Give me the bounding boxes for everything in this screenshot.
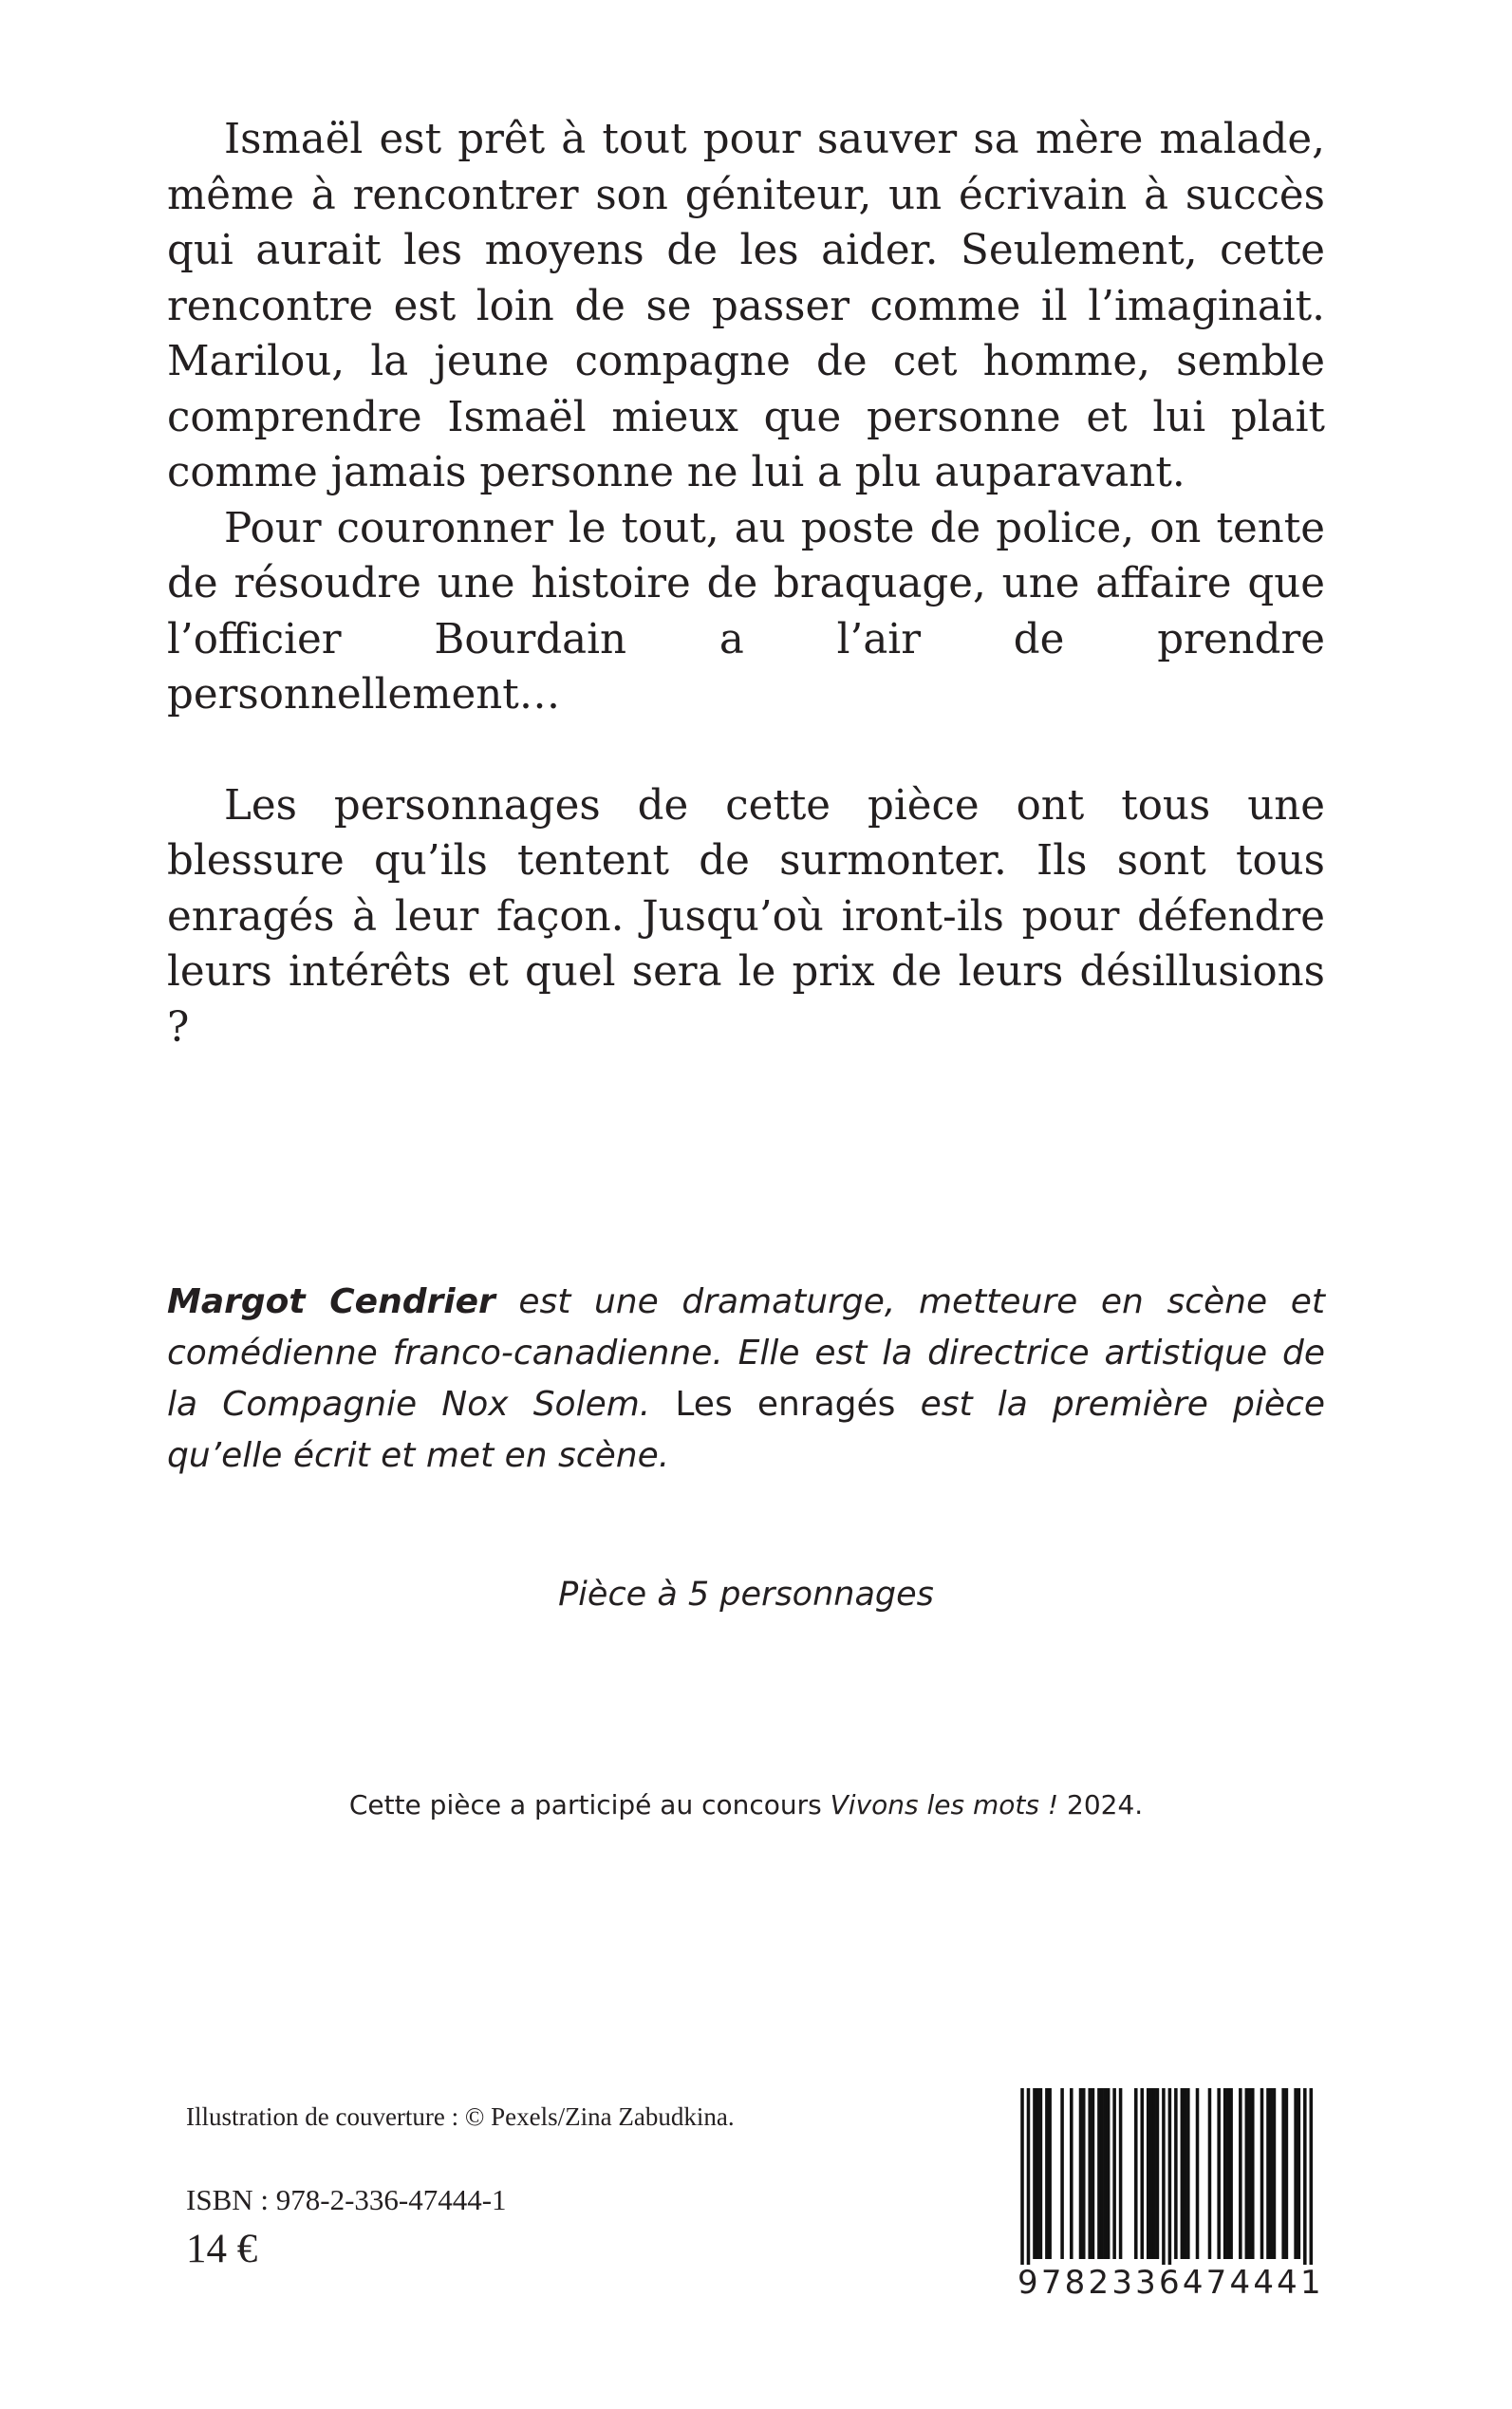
author-name: Margot Cendrier — [167, 1282, 495, 1321]
barcode-bar — [1027, 2088, 1031, 2265]
barcode-bar — [1134, 2088, 1138, 2259]
barcode-bar — [1060, 2088, 1064, 2259]
barcode-bar — [1119, 2088, 1123, 2259]
barcode-bar — [1156, 2088, 1160, 2259]
barcode-bar — [1281, 2088, 1285, 2259]
contest-suffix: 2024. — [1058, 1789, 1144, 1821]
barcode-bar — [1100, 2088, 1104, 2259]
barcode-bar — [1223, 2088, 1227, 2259]
barcode-bar — [1048, 2088, 1052, 2259]
barcode-digits: 9782336474441 — [1017, 2264, 1324, 2302]
barcode-bar — [1174, 2088, 1178, 2259]
barcode-bar — [1033, 2088, 1036, 2259]
barcode-bar — [1217, 2088, 1221, 2259]
barcode-bar — [1303, 2088, 1307, 2265]
barcode-bar — [1229, 2088, 1233, 2259]
barcode-bars — [1017, 2088, 1316, 2265]
barcode-bar — [1152, 2088, 1156, 2259]
barcode-bar — [1196, 2088, 1200, 2259]
barcode-bar — [1273, 2088, 1277, 2259]
barcode-bar — [1112, 2088, 1116, 2259]
barcode-bar — [1149, 2088, 1153, 2259]
contest-prefix: Cette pièce a participé au concours — [348, 1789, 831, 1821]
barcode-bar — [1294, 2088, 1297, 2259]
barcode-bar — [1297, 2088, 1301, 2259]
cast-note: Pièce à 5 personnages — [558, 1576, 934, 1614]
isbn-barcode — [1017, 2088, 1324, 2302]
barcode-bar — [1184, 2088, 1187, 2259]
book-summary — [167, 112, 1325, 1055]
barcode-bar — [1248, 2088, 1252, 2259]
barcode-bar — [1140, 2088, 1144, 2259]
book-title: Les enragés — [675, 1385, 896, 1424]
barcode-bar — [1097, 2088, 1101, 2259]
barcode-bar — [1260, 2088, 1264, 2259]
barcode-bar — [1039, 2088, 1043, 2259]
cover-credit: Illustration de couverture : © Pexels/Zina Zabudkina. — [186, 2102, 735, 2131]
contest-note — [167, 1789, 1325, 1821]
summary-paragraph: Pour couronner le tout, au poste de police, on tente de résoudre une histoire de braquage, une affaire que l’officier Bourdain a l’air de prendre personnellement… — [167, 504, 1325, 719]
barcode-bar — [1092, 2088, 1095, 2259]
barcode-bar — [1147, 2088, 1150, 2259]
author-bio-text: est la première pièce qu’elle écrit et met en scène. — [167, 1385, 1325, 1475]
barcode-bar — [1285, 2088, 1289, 2259]
barcode-bar — [1020, 2088, 1024, 2265]
barcode-bar — [1266, 2088, 1270, 2259]
barcode-bar — [1082, 2088, 1086, 2259]
barcode-bar — [1036, 2088, 1039, 2259]
barcode-bar — [1181, 2088, 1185, 2259]
barcode-bar — [1107, 2088, 1111, 2259]
barcode-bar — [1168, 2088, 1172, 2265]
summary-paragraph: Ismaël est prêt à tout pour sauver sa mère malade, même à rencontrer son géniteur, un écrivain à succès qui aurait les moyens de les aider. Seulement, cette rencontre est loin de se passer comme il l’imaginait. Marilou, la jeune compagne de cet homme, semble comprendre Ismaël mieux que personne et lui plait comme jamais personne ne lui a plu auparavant. — [167, 116, 1325, 496]
barcode-bar — [1239, 2088, 1242, 2259]
barcode-bar — [1226, 2088, 1230, 2259]
barcode-bar — [1310, 2088, 1314, 2265]
barcode-bar — [1045, 2088, 1049, 2259]
barcode-bar — [1079, 2088, 1083, 2259]
barcode-bar — [1070, 2088, 1073, 2259]
barcode-bar — [1088, 2088, 1092, 2259]
barcode-bar — [1104, 2088, 1108, 2259]
barcode-bar — [1269, 2088, 1273, 2259]
author-bio — [167, 1277, 1325, 1482]
contest-name: Vivons les mots ! — [830, 1789, 1059, 1821]
barcode-bar — [1162, 2088, 1166, 2265]
barcode-bar — [1208, 2088, 1212, 2259]
isbn: ISBN : 978-2-336-47444-1 — [186, 2183, 507, 2216]
summary-paragraph: Les personnages de cette pièce ont tous une blessure qu’ils tentent de surmonter. Ils sont tous enragés à leur façon. Jusqu’où iront-ils pour défendre leurs intérêts et quel sera le prix de leurs désillusions ? — [167, 781, 1325, 1052]
price: 14 € — [186, 2227, 258, 2271]
barcode-bar — [1245, 2088, 1249, 2259]
barcode-bar — [1251, 2088, 1255, 2259]
barcode-bar — [1186, 2088, 1190, 2259]
author-bio-text: est une dramaturge, metteure en scène et comédienne franco-canadienne. Elle est la directrice artistique de la Compagnie Nox Solem. — [167, 1282, 1325, 1424]
